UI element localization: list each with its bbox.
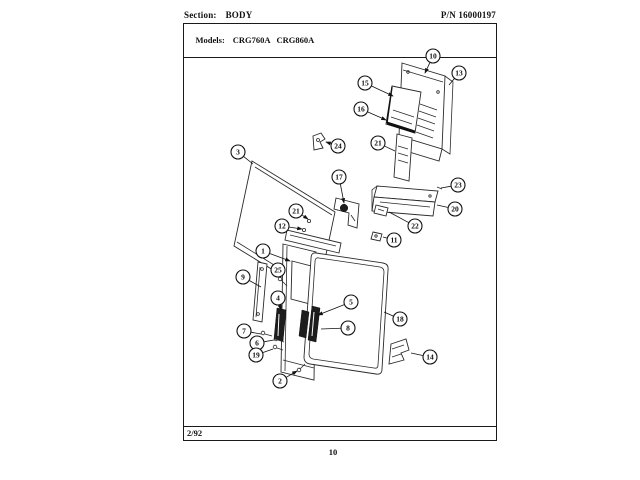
bottom-bracket [389, 339, 409, 364]
callout-number-12: 12 [278, 221, 286, 231]
callout-number-10: 10 [429, 51, 437, 61]
hinge-grommet [371, 232, 382, 241]
callout-number-19: 19 [252, 350, 260, 360]
callout-number-17: 17 [335, 172, 343, 182]
callout-number-15: 15 [361, 78, 369, 88]
side-insulation [394, 134, 412, 181]
callout-number-3: 3 [236, 147, 240, 157]
callout-number-16: 16 [357, 104, 365, 114]
callout-leader-7 [251, 332, 261, 334]
part-number: P/N 16000197 [440, 10, 496, 20]
callout-number-2: 2 [278, 376, 282, 386]
callout-leader-24 [326, 142, 331, 144]
hinge-corner-bracket [334, 198, 359, 228]
callout-number-21: 21 [374, 138, 382, 148]
callout-number-11: 11 [390, 235, 398, 245]
callout-number-1: 1 [261, 246, 265, 256]
callout-number-7: 7 [242, 326, 246, 336]
side-trim-strip [253, 262, 267, 322]
insulation-panel [386, 86, 421, 133]
callout-leader-15 [372, 86, 393, 96]
callout-number-24: 24 [334, 141, 342, 151]
callout-leader-14 [411, 353, 423, 355]
callout-number-20: 20 [451, 204, 459, 214]
callout-leader-11 [383, 237, 387, 238]
callout-number-22: 22 [411, 221, 419, 231]
callout-number-6: 6 [255, 338, 259, 348]
models-label: Models: [195, 35, 225, 45]
callout-number-5: 5 [349, 297, 353, 307]
callout-number-9: 9 [241, 272, 245, 282]
retainer-clip [313, 133, 325, 150]
callout-number-18: 18 [396, 314, 404, 324]
callout-number-21: 21 [292, 206, 300, 216]
callout-leader-3 [244, 157, 253, 164]
callout-leader-21 [385, 146, 395, 151]
callout-leader-19 [263, 349, 273, 353]
callout-number-8: 8 [346, 323, 350, 333]
callout-number-25: 25 [274, 265, 282, 275]
callout-number-23: 23 [454, 180, 462, 190]
callout-number-13: 13 [455, 68, 463, 78]
callout-number-4: 4 [276, 293, 280, 303]
callout-leader-16 [368, 112, 386, 120]
callout-number-14: 14 [426, 352, 434, 362]
section-label: Section: [184, 10, 217, 20]
callout-leader-23 [441, 186, 451, 188]
callout-leader-20 [437, 205, 448, 207]
models-value: CRG760A CRG860A [232, 35, 315, 45]
section-value: BODY [225, 10, 253, 20]
page-number: 10 [328, 447, 338, 457]
revision-date: 2/92 [187, 428, 203, 438]
callout-leader-6 [264, 340, 274, 342]
